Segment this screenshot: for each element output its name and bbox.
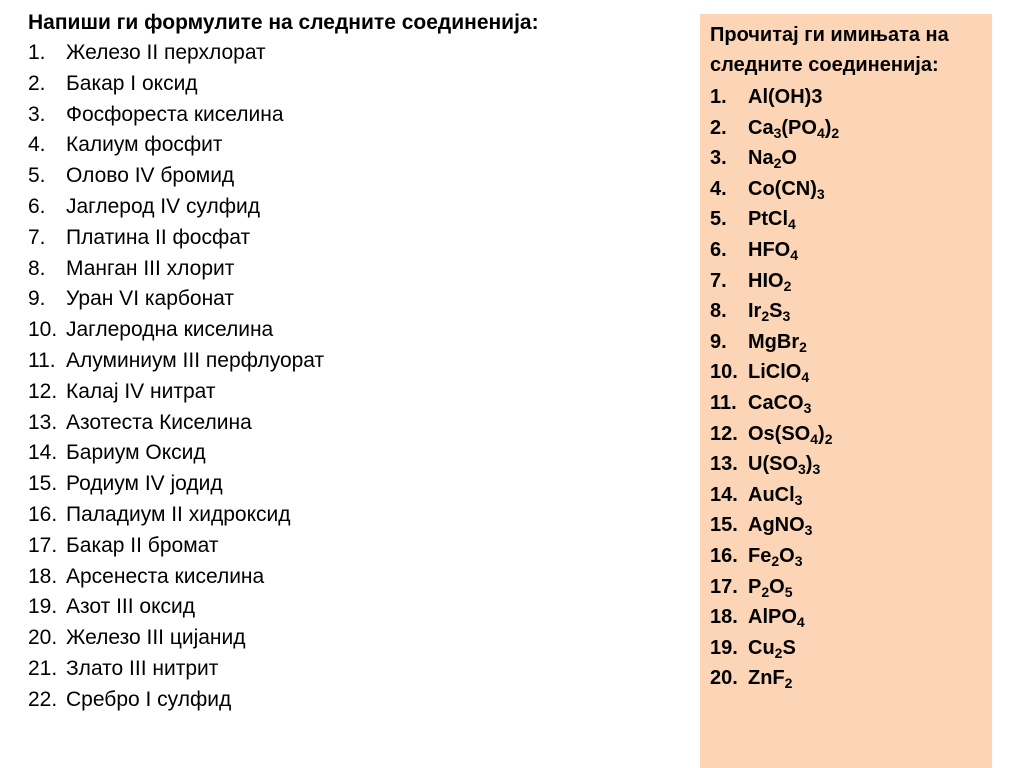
compound-name: Фосфореста киселина	[66, 102, 284, 126]
formula-text: )	[824, 116, 832, 139]
item-number: 2.	[710, 116, 727, 139]
formula-text: Cu	[748, 636, 775, 659]
list-item	[710, 419, 992, 450]
formula-text: S	[782, 636, 796, 659]
formula-subscript: 4	[788, 216, 796, 233]
list-item	[28, 500, 668, 531]
formula-subscript: 3	[794, 552, 803, 569]
list-item	[710, 174, 992, 205]
compound-name: Јаглеродна киселина	[66, 318, 274, 342]
formula-text: Ir	[748, 300, 762, 323]
item-number: 12.	[28, 379, 58, 403]
list-item	[28, 315, 668, 346]
item-number: 14.	[710, 483, 738, 506]
item-number: 6.	[710, 238, 727, 261]
list-item	[710, 357, 992, 388]
list-item	[710, 663, 992, 694]
chemical-formula	[748, 143, 797, 174]
item-number: 7.	[710, 269, 727, 292]
chemical-formula	[748, 449, 820, 480]
chemical-formula	[748, 174, 825, 205]
list-item	[710, 388, 992, 419]
compound-name: Азот III оксид	[66, 595, 195, 619]
compound-name: Платина II фосфат	[66, 225, 251, 249]
chemical-formula	[748, 235, 798, 266]
chemical-formula	[748, 602, 805, 633]
list-item	[28, 69, 668, 100]
chemical-formula	[748, 663, 792, 694]
list-item	[710, 510, 992, 541]
compound-name: Калај IV нитрат	[66, 379, 216, 403]
list-item	[710, 602, 992, 633]
formula-subscript: 2	[784, 675, 793, 692]
right-panel	[700, 14, 992, 768]
compound-name: Сребро I сулфид	[66, 687, 232, 711]
item-number: 11.	[28, 348, 56, 372]
formula-subscript: 3	[812, 461, 821, 478]
compound-name: Алуминиум III перфлуорат	[66, 348, 325, 372]
formula-subscript: 2	[761, 583, 770, 600]
list-item	[710, 633, 992, 664]
chemical-formula	[748, 357, 809, 388]
item-number: 21.	[28, 656, 58, 680]
formula-text: Al(OH)3	[748, 86, 823, 108]
item-number: 15.	[28, 472, 58, 496]
item-number: 8.	[28, 256, 46, 280]
chemical-formula	[748, 204, 796, 235]
list-item	[710, 266, 992, 297]
formula-text: AuCl	[748, 483, 795, 506]
formula-subscript: 2	[783, 277, 792, 294]
formula-subscript: 2	[771, 552, 780, 569]
formula-subscript: 4	[816, 124, 825, 141]
item-number: 3.	[710, 147, 727, 170]
compound-name: Јаглерод IV сулфид	[66, 194, 261, 218]
formula-text: O	[781, 147, 797, 170]
list-item	[28, 38, 668, 69]
chemical-formula	[748, 541, 803, 572]
list-item	[28, 531, 668, 562]
compound-name: Злато III нитрит	[66, 656, 219, 680]
compound-name: Бариум Оксид	[66, 441, 206, 465]
item-number: 13.	[710, 453, 738, 476]
item-number: 18.	[710, 606, 738, 629]
list-item	[710, 480, 992, 511]
formula-subscript: 3	[798, 461, 806, 478]
item-number: 19.	[28, 595, 58, 619]
compound-name: Железо III цијанид	[66, 626, 246, 650]
formula-text: (PO	[781, 116, 817, 139]
list-item	[710, 113, 992, 144]
formula-subscript: 4	[801, 369, 810, 386]
item-number: 20.	[28, 626, 58, 650]
formula-subscript: 2	[824, 430, 833, 447]
formula-text: PtCl	[748, 208, 788, 231]
compound-name: Бакар II бромат	[66, 533, 219, 557]
formula-text: CaCO	[748, 391, 804, 414]
compound-name: Арсенеста киселина	[66, 564, 265, 588]
left-list	[28, 38, 668, 716]
list-item	[710, 143, 992, 174]
chemical-formula	[748, 633, 796, 664]
formula-subscript: 2	[774, 644, 783, 661]
formula-text: Co(CN)	[748, 177, 817, 200]
right-list	[710, 82, 992, 694]
chemical-formula	[748, 266, 791, 297]
formula-text: S	[769, 300, 783, 323]
formula-subscript: 2	[773, 155, 782, 172]
formula-text: O	[769, 575, 785, 598]
formula-subscript: 4	[796, 614, 805, 631]
formula-text: ZnF	[748, 667, 785, 690]
list-item	[710, 541, 992, 572]
formula-subscript: 3	[816, 185, 825, 202]
left-column	[28, 8, 668, 716]
item-number: 14.	[28, 441, 58, 465]
list-item	[710, 296, 992, 327]
formula-text: Fe	[748, 544, 772, 567]
list-item	[28, 161, 668, 192]
formula-subscript: 3	[803, 399, 812, 416]
formula-subscript: 3	[782, 308, 791, 325]
item-number: 7.	[28, 225, 46, 249]
list-item	[28, 438, 668, 469]
item-number: 10.	[28, 318, 58, 342]
item-number: 1.	[28, 41, 46, 64]
list-item	[710, 572, 992, 603]
item-number: 17.	[710, 575, 738, 598]
compound-name: Азотеста Киселина	[66, 410, 252, 434]
compound-name: Бакар I оксид	[66, 71, 198, 95]
chemical-formula	[748, 510, 812, 541]
item-number: 3.	[28, 102, 46, 126]
formula-subscript: 3	[773, 124, 782, 141]
formula-subscript: 3	[804, 522, 813, 539]
formula-subscript: 2	[799, 338, 807, 355]
compound-name: Уран VI карбонат	[66, 287, 235, 311]
item-number: 9.	[710, 330, 727, 353]
chemical-formula	[748, 82, 822, 113]
list-item	[28, 223, 668, 254]
list-item	[28, 562, 668, 593]
list-item	[28, 130, 668, 161]
list-item	[710, 235, 992, 266]
list-item	[28, 623, 668, 654]
formula-text: LiClO	[748, 361, 802, 384]
item-number: 18.	[28, 564, 58, 588]
item-number: 2.	[28, 71, 46, 95]
right-title: Прочитај ги имињата на следните соединенија:	[710, 24, 949, 76]
item-number: 5.	[710, 208, 727, 231]
compound-name: Олово IV бромид	[66, 164, 235, 188]
list-item	[28, 346, 668, 377]
list-item	[28, 654, 668, 685]
formula-text: HIO	[748, 269, 784, 292]
item-number: 17.	[28, 533, 58, 557]
chemical-formula	[748, 296, 790, 327]
item-number: 10.	[710, 361, 738, 384]
chemical-formula	[748, 419, 833, 450]
formula-subscript: 2	[761, 308, 770, 325]
list-item	[28, 408, 668, 439]
formula-subscript: 5	[784, 583, 793, 600]
list-item	[28, 100, 668, 131]
list-item	[710, 82, 992, 113]
left-title: Напиши ги формулите на следните соединенија:	[28, 11, 539, 34]
item-number: 16.	[710, 544, 738, 567]
item-number: 11.	[710, 391, 737, 414]
compound-name: Манган III хлорит	[66, 256, 235, 280]
formula-subscript: 2	[831, 124, 840, 141]
formula-text: Os(SO	[748, 422, 811, 445]
list-item	[710, 327, 992, 358]
formula-text: Na	[748, 147, 774, 170]
item-number: 19.	[710, 636, 738, 659]
formula-subscript: 4	[790, 246, 799, 263]
list-item	[710, 204, 992, 235]
item-number: 5.	[28, 164, 46, 188]
item-number: 6.	[28, 194, 46, 218]
list-item	[28, 685, 668, 716]
compound-name: Калиум фосфит	[66, 133, 223, 157]
item-number: 12.	[710, 422, 738, 445]
chemical-formula	[748, 480, 802, 511]
formula-text: AgNO	[748, 514, 805, 537]
list-item	[28, 254, 668, 285]
list-item	[28, 284, 668, 315]
list-item	[28, 192, 668, 223]
list-item	[28, 377, 668, 408]
formula-text: U(SO	[748, 453, 798, 476]
formula-text: O	[779, 544, 795, 567]
chemical-formula	[748, 388, 811, 419]
formula-text: AlPO	[748, 606, 797, 629]
list-item	[28, 469, 668, 500]
list-item	[710, 449, 992, 480]
item-number: 13.	[28, 410, 58, 434]
list-item	[28, 592, 668, 623]
compound-name: Железо II перхлорат	[66, 41, 266, 64]
chemical-formula	[748, 327, 807, 358]
formula-subscript: 3	[794, 491, 803, 508]
formula-text: Ca	[748, 116, 774, 139]
item-number: 20.	[710, 667, 738, 690]
chemical-formula	[748, 572, 793, 603]
formula-text: )	[805, 453, 813, 476]
item-number: 15.	[710, 514, 738, 537]
item-number: 1.	[710, 86, 727, 108]
formula-text: HFO	[748, 238, 791, 261]
formula-text: MgBr	[748, 330, 800, 353]
item-number: 4.	[28, 133, 46, 157]
compound-name: Родиум IV јодид	[66, 472, 223, 496]
item-number: 4.	[710, 177, 727, 200]
formula-text: P	[748, 575, 762, 598]
compound-name: Паладиум II хидроксид	[66, 502, 291, 526]
item-number: 8.	[710, 300, 727, 323]
chemical-formula	[748, 113, 839, 144]
item-number: 9.	[28, 287, 46, 311]
item-number: 22.	[28, 687, 58, 711]
formula-subscript: 4	[810, 430, 819, 447]
item-number: 16.	[28, 502, 58, 526]
formula-text: )	[818, 422, 825, 445]
